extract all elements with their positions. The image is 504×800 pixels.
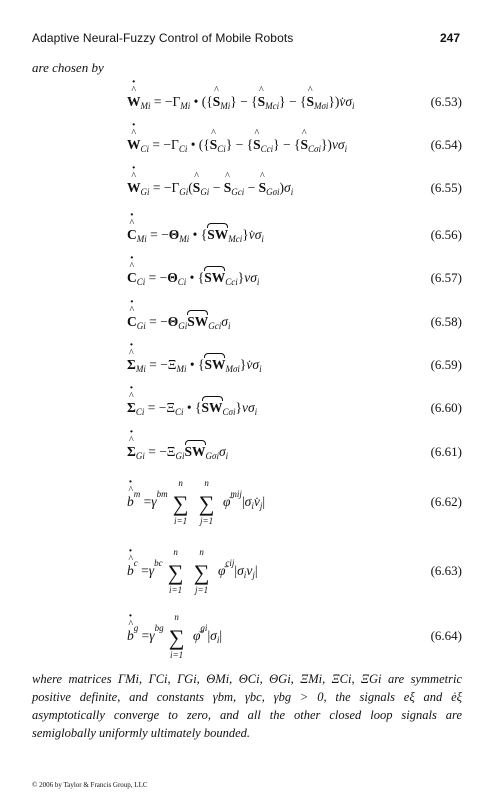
equation-6-53 xyxy=(32,94,462,118)
equation-6-58 xyxy=(32,314,462,338)
equation-number: (6.62) xyxy=(430,494,462,509)
equation-6-55 xyxy=(32,180,462,204)
equation-6-62 xyxy=(32,478,462,534)
equation-number: (6.56) xyxy=(430,227,462,242)
equation-6-56 xyxy=(32,227,462,251)
running-header xyxy=(32,31,460,47)
equation-number: (6.63) xyxy=(430,563,462,578)
summation-j: n ∑ j=1 xyxy=(193,547,210,595)
page-number: 247 xyxy=(439,31,460,45)
equation-6-59-body: ^ $\Sigma \cdot_{Mi} = -\Xi_{Mi}$ • $\{SW_{M\sigma i}\}v̇\sigma_i$ xyxy=(127,357,262,373)
equation-6-64 xyxy=(32,612,462,668)
equation-6-57 xyxy=(32,270,462,294)
equation-number: (6.58) xyxy=(430,314,462,329)
equation-6-61 xyxy=(32,444,462,468)
equation-number: (6.53) xyxy=(430,94,462,109)
copyright-footer: © 2006 by Taylor & Francis Group, LLC xyxy=(32,781,148,789)
summation-j: n ∑ j=1 xyxy=(198,478,215,526)
equation-6-58-body: ^ $C \cdot_{Gi} = -\Theta_{Gi}SW_{Gci}\sigma_i$ xyxy=(127,314,230,330)
equation-6-57-body: ^ $C \cdot_{Ci} = -\Theta_{Ci}$ • $\{SW_{Cci}\}v\sigma_i$ xyxy=(127,270,259,286)
equation-number: (6.59) xyxy=(430,357,462,372)
equation-6-59 xyxy=(32,357,462,381)
equation-6-61-body: ^ $\Sigma \cdot_{Gi} = -\Xi_{Gi}SW_{G\sigma i}\sigma_i$ xyxy=(127,444,228,460)
equation-6-60-body: ^ $\Sigma \cdot_{Ci} = -\Xi_{Ci}$ • $\{SW_{C\sigma i}\}v\sigma_i$ xyxy=(127,400,257,416)
equation-6-64-body: ^ b · g = γ bg n ∑ i=1 φ̄ gi | $\sigma_i$ | xyxy=(127,628,222,648)
equation-number: (6.57) xyxy=(430,270,462,285)
equation-6-62-body: ^ b · m = γ bm n ∑ i=1 n ∑ j=1 φ̄ mij | $\sigma_iv̇_j$ | xyxy=(127,494,265,514)
equation-number: (6.60) xyxy=(430,400,462,415)
equation-6-54 xyxy=(32,137,462,161)
intro-text: are chosen by xyxy=(32,60,104,75)
equation-6-63-body: ^ b · c = γ bc n ∑ i=1 n ∑ j=1 φ̄ cij | $\sigma_iv_j$ | xyxy=(127,563,258,583)
equation-6-55-body: ^ $W \cdot_{Gi}$ = $-\Gamma_{Gi}(\^{}$ $S_{Gi}$ − ^ $S_{Gci}$ − ^ $S_{G\sigma i})\sigma_i$ xyxy=(127,180,293,196)
equation-number: (6.61) xyxy=(430,444,462,459)
equation-6-56-body: ^ $C \cdot_{Mi} = -\Theta_{Mi}$ • $\{SW_{Mci}\}v̇\sigma_i$ xyxy=(127,227,264,243)
equation-number: (6.64) xyxy=(430,628,462,643)
equation-6-63 xyxy=(32,547,462,603)
running-header-title: Adaptive Neural-Fuzzy Control of Mobile Robots xyxy=(32,31,294,45)
equation-6-53-body: ^ $W \cdot_{Mi} = -\Gamma_{Mi}$ • ({^ $S_{Mi}$} − {^ $S_{Mci}$} − {^ $S_{M\sigma i}\})v̇\sigma_i$ xyxy=(127,94,355,110)
equation-6-60 xyxy=(32,400,462,424)
closing-paragraph: where matrices ΓMi, ΓCi, ΓGi, ΘMi, ΘCi, ΘGi, ΞMi, ΞCi, ΞGi are symmetric positive definite, and constants γbm, γbc, γbg > 0, the signals eξ and ėξ asymptotically converge to zero, and all the other closed loop signals are semiglobally uniformly ultimately bounded. xyxy=(32,672,462,740)
summation-i: n ∑ i=1 xyxy=(167,547,184,595)
summation-i: n ∑ i=1 xyxy=(172,478,189,526)
equation-number: (6.54) xyxy=(430,137,462,152)
equation-6-54-body: ^ $W \cdot_{Ci} = -\Gamma_{Ci}$ • ({^ $S_{Ci}$} − {^ $S_{Cci}$} − {^ $S_{C\sigma i}\})v\sigma_i$ xyxy=(127,137,347,153)
equation-number: (6.55) xyxy=(430,180,462,195)
summation-i: n ∑ i=1 xyxy=(168,612,185,660)
